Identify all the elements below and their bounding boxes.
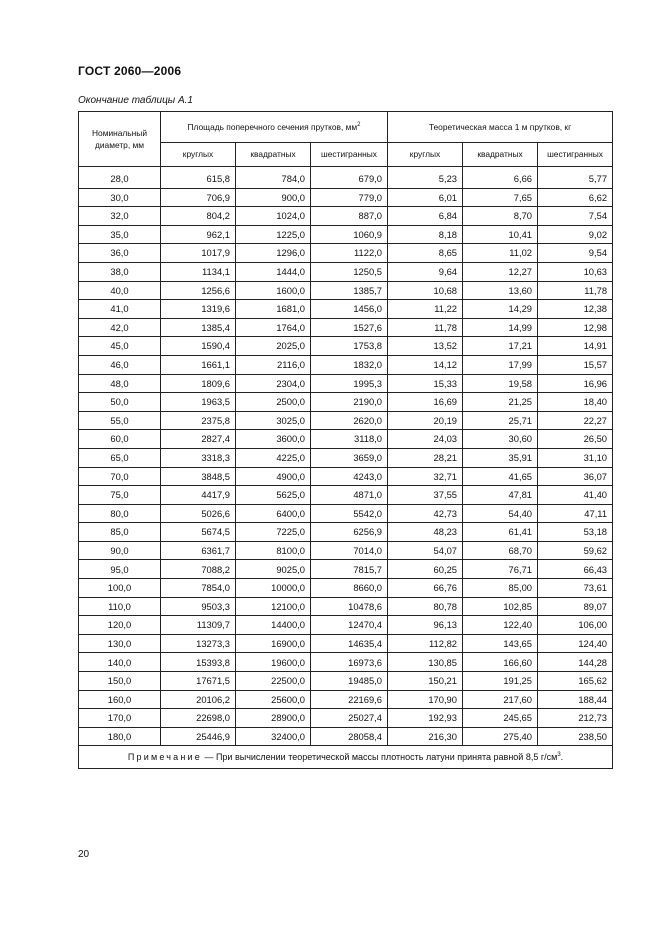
cell-area-round: 6361,7: [161, 541, 236, 560]
cell-area-hex: 3118,0: [311, 430, 388, 449]
cell-area-round: 615,8: [161, 167, 236, 189]
cell-area-round: 5674,5: [161, 523, 236, 542]
cell-mass-round: 5,23: [388, 167, 463, 189]
cell-mass-square: 143,65: [463, 634, 538, 653]
table-row: [79, 486, 613, 505]
cell-mass-square: 41,65: [463, 467, 538, 486]
cell-diameter: 170,0: [79, 709, 161, 728]
subheader-area-hex: шестигранных: [311, 143, 388, 167]
cell-mass-round: 48,23: [388, 523, 463, 542]
cell-mass-round: 20,19: [388, 411, 463, 430]
cell-area-round: 20106,2: [161, 690, 236, 709]
cell-mass-hex: 5,77: [538, 167, 613, 189]
cell-mass-square: 30,60: [463, 430, 538, 449]
cell-diameter: 70,0: [79, 467, 161, 486]
cell-area-hex: 4871,0: [311, 486, 388, 505]
table-caption: Окончание таблицы А.1: [78, 95, 193, 106]
cell-mass-round: 32,71: [388, 467, 463, 486]
cell-area-hex: 1832,0: [311, 355, 388, 374]
cell-diameter: 38,0: [79, 262, 161, 281]
cell-mass-square: 54,40: [463, 504, 538, 523]
cell-area-hex: 19485,0: [311, 672, 388, 691]
cell-area-hex: 1527,6: [311, 318, 388, 337]
cell-mass-square: 12,27: [463, 262, 538, 281]
cell-diameter: 160,0: [79, 690, 161, 709]
cell-mass-hex: 188,44: [538, 690, 613, 709]
cell-mass-round: 96,13: [388, 616, 463, 635]
table-row: [79, 579, 613, 598]
cell-area-square: 5625,0: [236, 486, 311, 505]
cell-mass-round: 37,55: [388, 486, 463, 505]
cell-area-hex: 2190,0: [311, 393, 388, 412]
cell-diameter: 30,0: [79, 188, 161, 207]
cell-mass-square: 35,91: [463, 448, 538, 467]
cell-mass-hex: 106,00: [538, 616, 613, 635]
table-row: [79, 411, 613, 430]
cell-area-round: 25446,9: [161, 727, 236, 746]
cell-diameter: 41,0: [79, 300, 161, 319]
cell-diameter: 85,0: [79, 523, 161, 542]
cell-mass-hex: 9,54: [538, 244, 613, 263]
cell-mass-square: 19,58: [463, 374, 538, 393]
cell-mass-hex: 22,27: [538, 411, 613, 430]
cell-diameter: 55,0: [79, 411, 161, 430]
cell-area-square: 1764,0: [236, 318, 311, 337]
cell-area-round: 5026,6: [161, 504, 236, 523]
cell-mass-round: 150,21: [388, 672, 463, 691]
cell-diameter: 36,0: [79, 244, 161, 263]
cell-area-square: 32400,0: [236, 727, 311, 746]
cell-area-hex: 6256,9: [311, 523, 388, 542]
cell-area-round: 1017,9: [161, 244, 236, 263]
table-note: [79, 746, 613, 769]
cell-mass-square: 17,21: [463, 337, 538, 356]
cell-mass-round: 60,25: [388, 560, 463, 579]
cell-area-hex: 5542,0: [311, 504, 388, 523]
cell-mass-hex: 41,40: [538, 486, 613, 505]
cell-mass-round: 66,76: [388, 579, 463, 598]
cell-area-round: 17671,5: [161, 672, 236, 691]
cell-area-square: 4225,0: [236, 448, 311, 467]
header-area-label: Площадь поперечного сечения прутков, мм: [187, 122, 358, 133]
cell-mass-square: 17,99: [463, 355, 538, 374]
cell-area-round: 3318,3: [161, 448, 236, 467]
table-row: [79, 430, 613, 449]
cell-mass-square: 14,29: [463, 300, 538, 319]
subheader-mass-round: круглых: [388, 143, 463, 167]
cell-area-square: 1296,0: [236, 244, 311, 263]
cell-area-hex: 22169,6: [311, 690, 388, 709]
cell-mass-square: 25,71: [463, 411, 538, 430]
cell-area-hex: 679,0: [311, 167, 388, 189]
cell-mass-round: 112,82: [388, 634, 463, 653]
cell-mass-square: 6,66: [463, 167, 538, 189]
cell-area-round: 1963,5: [161, 393, 236, 412]
table-body: [79, 167, 613, 746]
table-row: [79, 393, 613, 412]
cell-mass-hex: 6,62: [538, 188, 613, 207]
cell-area-hex: 14635,4: [311, 634, 388, 653]
cell-area-hex: 8660,0: [311, 579, 388, 598]
table-row: [79, 690, 613, 709]
cell-mass-square: 85,00: [463, 579, 538, 598]
cell-area-square: 9025,0: [236, 560, 311, 579]
cell-mass-square: 47,81: [463, 486, 538, 505]
cell-area-square: 2025,0: [236, 337, 311, 356]
data-table: [78, 111, 613, 769]
cell-mass-round: 6,01: [388, 188, 463, 207]
cell-mass-hex: 11,78: [538, 281, 613, 300]
cell-diameter: 35,0: [79, 225, 161, 244]
cell-mass-round: 192,93: [388, 709, 463, 728]
cell-area-square: 10000,0: [236, 579, 311, 598]
cell-mass-round: 16,69: [388, 393, 463, 412]
cell-mass-hex: 9,02: [538, 225, 613, 244]
cell-area-hex: 1995,3: [311, 374, 388, 393]
table-row: [79, 355, 613, 374]
cell-mass-round: 28,21: [388, 448, 463, 467]
cell-diameter: 45,0: [79, 337, 161, 356]
table-row: [79, 504, 613, 523]
table-row: [79, 709, 613, 728]
cell-mass-round: 13,52: [388, 337, 463, 356]
cell-area-round: 1809,6: [161, 374, 236, 393]
cell-area-square: 28900,0: [236, 709, 311, 728]
subheader-mass-square: квадратных: [463, 143, 538, 167]
cell-mass-square: 166,60: [463, 653, 538, 672]
cell-mass-square: 10,41: [463, 225, 538, 244]
note-text: — При вычислении теоретической массы плотность латуни принята равной 8,5 г/см: [201, 752, 558, 763]
cell-mass-round: 130,85: [388, 653, 463, 672]
cell-area-hex: 779,0: [311, 188, 388, 207]
cell-mass-hex: 124,40: [538, 634, 613, 653]
cell-mass-square: 245,65: [463, 709, 538, 728]
cell-area-square: 2304,0: [236, 374, 311, 393]
cell-mass-hex: 12,38: [538, 300, 613, 319]
table-row: [79, 281, 613, 300]
table-row: [79, 727, 613, 746]
cell-mass-round: 24,03: [388, 430, 463, 449]
cell-area-square: 1024,0: [236, 207, 311, 226]
cell-area-hex: 3659,0: [311, 448, 388, 467]
cell-mass-square: 122,40: [463, 616, 538, 635]
cell-area-square: 22500,0: [236, 672, 311, 691]
cell-area-square: 25600,0: [236, 690, 311, 709]
cell-area-hex: 2620,0: [311, 411, 388, 430]
cell-mass-hex: 238,50: [538, 727, 613, 746]
cell-area-square: 16900,0: [236, 634, 311, 653]
cell-mass-hex: 14,91: [538, 337, 613, 356]
cell-diameter: 80,0: [79, 504, 161, 523]
cell-mass-round: 11,22: [388, 300, 463, 319]
cell-area-square: 1681,0: [236, 300, 311, 319]
cell-mass-hex: 15,57: [538, 355, 613, 374]
cell-area-hex: 10478,6: [311, 597, 388, 616]
cell-area-square: 1444,0: [236, 262, 311, 281]
cell-mass-hex: 53,18: [538, 523, 613, 542]
cell-diameter: 90,0: [79, 541, 161, 560]
table-row: [79, 467, 613, 486]
cell-area-round: 7854,0: [161, 579, 236, 598]
cell-diameter: 42,0: [79, 318, 161, 337]
cell-area-hex: 7815,7: [311, 560, 388, 579]
cell-area-round: 1256,6: [161, 281, 236, 300]
cell-mass-hex: 10,63: [538, 262, 613, 281]
cell-diameter: 150,0: [79, 672, 161, 691]
cell-area-square: 900,0: [236, 188, 311, 207]
cell-mass-round: 42,73: [388, 504, 463, 523]
cell-diameter: 75,0: [79, 486, 161, 505]
header-area-group: [161, 112, 388, 143]
document-title: ГОСТ 2060—2006: [78, 64, 182, 78]
cell-area-hex: 1250,5: [311, 262, 388, 281]
cell-mass-square: 76,71: [463, 560, 538, 579]
cell-area-hex: 1385,7: [311, 281, 388, 300]
cell-diameter: 50,0: [79, 393, 161, 412]
cell-mass-hex: 165,62: [538, 672, 613, 691]
cell-area-hex: 1122,0: [311, 244, 388, 263]
table-row: [79, 448, 613, 467]
cell-mass-round: 10,68: [388, 281, 463, 300]
cell-mass-round: 170,90: [388, 690, 463, 709]
table-row: [79, 337, 613, 356]
cell-area-round: 2375,8: [161, 411, 236, 430]
header-area-sup: 2: [357, 122, 361, 129]
subheader-area-square: квадратных: [236, 143, 311, 167]
header-mass-group: Теоретическая масса 1 м прутков, кг: [388, 112, 613, 143]
cell-area-hex: 16973,6: [311, 653, 388, 672]
cell-mass-hex: 12,98: [538, 318, 613, 337]
table-row: [79, 167, 613, 189]
cell-mass-square: 191,25: [463, 672, 538, 691]
cell-mass-hex: 47,11: [538, 504, 613, 523]
table-row: [79, 244, 613, 263]
page-number: 20: [78, 849, 90, 860]
cell-area-round: 15393,8: [161, 653, 236, 672]
cell-mass-round: 80,78: [388, 597, 463, 616]
cell-diameter: 110,0: [79, 597, 161, 616]
cell-mass-square: 14,99: [463, 318, 538, 337]
cell-diameter: 120,0: [79, 616, 161, 635]
cell-mass-hex: 212,73: [538, 709, 613, 728]
note-sup: 3: [557, 752, 561, 759]
table-row: [79, 597, 613, 616]
table-row: [79, 225, 613, 244]
table-row: [79, 374, 613, 393]
cell-mass-hex: 36,07: [538, 467, 613, 486]
cell-mass-square: 13,60: [463, 281, 538, 300]
cell-area-square: 8100,0: [236, 541, 311, 560]
cell-area-hex: 1456,0: [311, 300, 388, 319]
cell-diameter: 60,0: [79, 430, 161, 449]
cell-area-round: 7088,2: [161, 560, 236, 579]
cell-area-round: 4417,9: [161, 486, 236, 505]
cell-mass-square: 21,25: [463, 393, 538, 412]
cell-mass-hex: 66,43: [538, 560, 613, 579]
cell-mass-hex: 73,61: [538, 579, 613, 598]
cell-mass-hex: 31,10: [538, 448, 613, 467]
cell-area-hex: 887,0: [311, 207, 388, 226]
cell-mass-round: 9,64: [388, 262, 463, 281]
cell-area-round: 22698,0: [161, 709, 236, 728]
cell-area-square: 4900,0: [236, 467, 311, 486]
cell-mass-round: 216,30: [388, 727, 463, 746]
cell-mass-hex: 144,28: [538, 653, 613, 672]
cell-area-hex: 4243,0: [311, 467, 388, 486]
cell-mass-hex: 89,07: [538, 597, 613, 616]
cell-mass-round: 8,65: [388, 244, 463, 263]
cell-diameter: 95,0: [79, 560, 161, 579]
cell-mass-round: 15,33: [388, 374, 463, 393]
cell-area-round: 11309,7: [161, 616, 236, 635]
note-lead: Примечание: [127, 752, 202, 763]
cell-diameter: 28,0: [79, 167, 161, 189]
cell-mass-square: 217,60: [463, 690, 538, 709]
cell-diameter: 130,0: [79, 634, 161, 653]
table-row: [79, 188, 613, 207]
table-row: [79, 634, 613, 653]
cell-diameter: 32,0: [79, 207, 161, 226]
table-row: [79, 318, 613, 337]
cell-mass-round: 8,18: [388, 225, 463, 244]
cell-area-round: 962,1: [161, 225, 236, 244]
cell-area-round: 804,2: [161, 207, 236, 226]
cell-area-square: 6400,0: [236, 504, 311, 523]
cell-area-round: 706,9: [161, 188, 236, 207]
cell-mass-square: 8,70: [463, 207, 538, 226]
table-row: [79, 262, 613, 281]
cell-area-hex: 7014,0: [311, 541, 388, 560]
table-row: [79, 653, 613, 672]
cell-mass-square: 102,85: [463, 597, 538, 616]
cell-mass-square: 11,02: [463, 244, 538, 263]
subheader-area-round: круглых: [161, 143, 236, 167]
cell-diameter: 140,0: [79, 653, 161, 672]
table-row: [79, 560, 613, 579]
cell-area-round: 1319,6: [161, 300, 236, 319]
cell-diameter: 65,0: [79, 448, 161, 467]
cell-diameter: 46,0: [79, 355, 161, 374]
cell-area-hex: 12470,4: [311, 616, 388, 635]
cell-mass-hex: 59,62: [538, 541, 613, 560]
cell-mass-square: 68,70: [463, 541, 538, 560]
cell-area-square: 2500,0: [236, 393, 311, 412]
cell-mass-round: 54,07: [388, 541, 463, 560]
cell-diameter: 48,0: [79, 374, 161, 393]
table-row: [79, 541, 613, 560]
cell-area-square: 3025,0: [236, 411, 311, 430]
cell-mass-square: 7,65: [463, 188, 538, 207]
cell-area-square: 3600,0: [236, 430, 311, 449]
cell-area-hex: 25027,4: [311, 709, 388, 728]
cell-mass-hex: 26,50: [538, 430, 613, 449]
cell-mass-round: 6,84: [388, 207, 463, 226]
cell-area-hex: 28058,4: [311, 727, 388, 746]
subheader-mass-hex: шестигранных: [538, 143, 613, 167]
cell-diameter: 100,0: [79, 579, 161, 598]
cell-diameter: 180,0: [79, 727, 161, 746]
cell-area-round: 2827,4: [161, 430, 236, 449]
cell-diameter: 40,0: [79, 281, 161, 300]
cell-mass-round: 11,78: [388, 318, 463, 337]
cell-area-square: 1225,0: [236, 225, 311, 244]
cell-area-round: 1134,1: [161, 262, 236, 281]
header-diameter: Номинальный диаметр, мм: [79, 112, 161, 167]
cell-area-round: 1661,1: [161, 355, 236, 374]
cell-area-hex: 1753,8: [311, 337, 388, 356]
cell-area-round: 1590,4: [161, 337, 236, 356]
note-end: .: [560, 752, 564, 763]
cell-area-round: 1385,4: [161, 318, 236, 337]
cell-mass-hex: 7,54: [538, 207, 613, 226]
cell-area-round: 3848,5: [161, 467, 236, 486]
table-row: [79, 672, 613, 691]
cell-area-square: 12100,0: [236, 597, 311, 616]
cell-area-square: 1600,0: [236, 281, 311, 300]
cell-mass-round: 14,12: [388, 355, 463, 374]
cell-area-square: 14400,0: [236, 616, 311, 635]
cell-area-round: 9503,3: [161, 597, 236, 616]
cell-mass-hex: 18,40: [538, 393, 613, 412]
cell-area-square: 784,0: [236, 167, 311, 189]
table-row: [79, 616, 613, 635]
table-row: [79, 523, 613, 542]
cell-area-round: 13273,3: [161, 634, 236, 653]
cell-area-square: 2116,0: [236, 355, 311, 374]
cell-area-square: 7225,0: [236, 523, 311, 542]
cell-mass-square: 275,40: [463, 727, 538, 746]
cell-area-hex: 1060,9: [311, 225, 388, 244]
cell-mass-hex: 16,96: [538, 374, 613, 393]
table-row: [79, 207, 613, 226]
table-row: [79, 300, 613, 319]
cell-area-square: 19600,0: [236, 653, 311, 672]
cell-mass-square: 61,41: [463, 523, 538, 542]
